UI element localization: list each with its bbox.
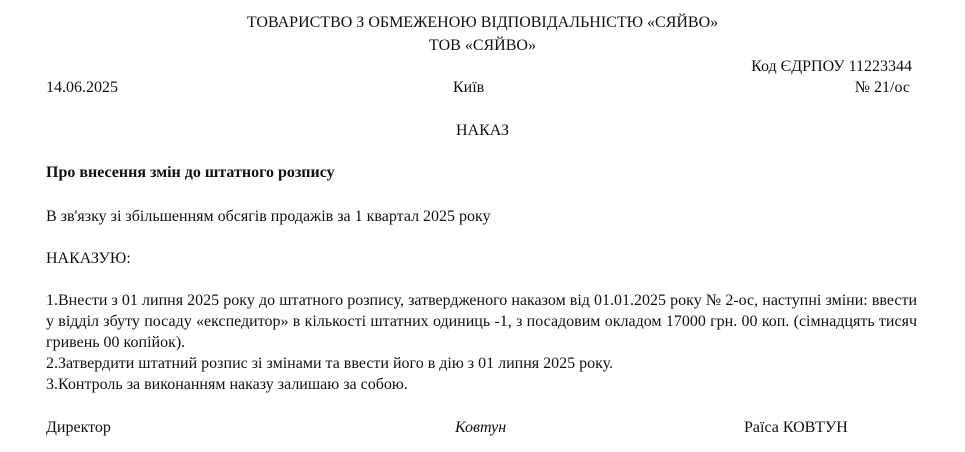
order-word: НАКАЗУЮ: xyxy=(46,250,131,267)
document-title: НАКАЗ xyxy=(456,122,509,139)
order-item-2: 2.Затвердити штатний розпис зі змінами та ввести його в дію з 01 липня 2025 року. xyxy=(46,355,614,372)
order-number: № 21/ос xyxy=(854,79,910,96)
signatory-name: Раїса КОВТУН xyxy=(744,419,848,436)
signature-position: Директор xyxy=(46,419,111,436)
order-city: Київ xyxy=(453,79,485,96)
document-subject: Про внесення змін до штатного розпису xyxy=(46,164,335,181)
document-reason: В зв'язку зі збільшенням обсягів продажів за 1 квартал 2025 року xyxy=(46,208,491,225)
handwritten-signature: Ковтун xyxy=(455,419,507,436)
order-item-1: 1.Внести з 01 липня 2025 року до штатного розпису, затвердженого наказом від 01.01.2025 року № 2-ос, наступні зміни: ввести у відділ збуту посаду «експедитор» в кількості штатних одиниць -1, з посадовим окладом 17000 грн. 00 коп. (сімнадцять тисяч гривень 00 копійок). xyxy=(46,292,917,351)
order-item-3: 3.Контроль за виконанням наказу залишаю за собою. xyxy=(46,376,408,393)
company-short-name: ТОВ «СЯЙВО» xyxy=(429,37,536,54)
company-full-name: ТОВАРИСТВО З ОБМЕЖЕНОЮ ВІДПОВІДАЛЬНІСТЮ «СЯЙВО» xyxy=(246,14,719,31)
order-date: 14.06.2025 xyxy=(46,79,118,96)
edrpou-code: Код ЄДРПОУ 11223344 xyxy=(751,58,912,75)
